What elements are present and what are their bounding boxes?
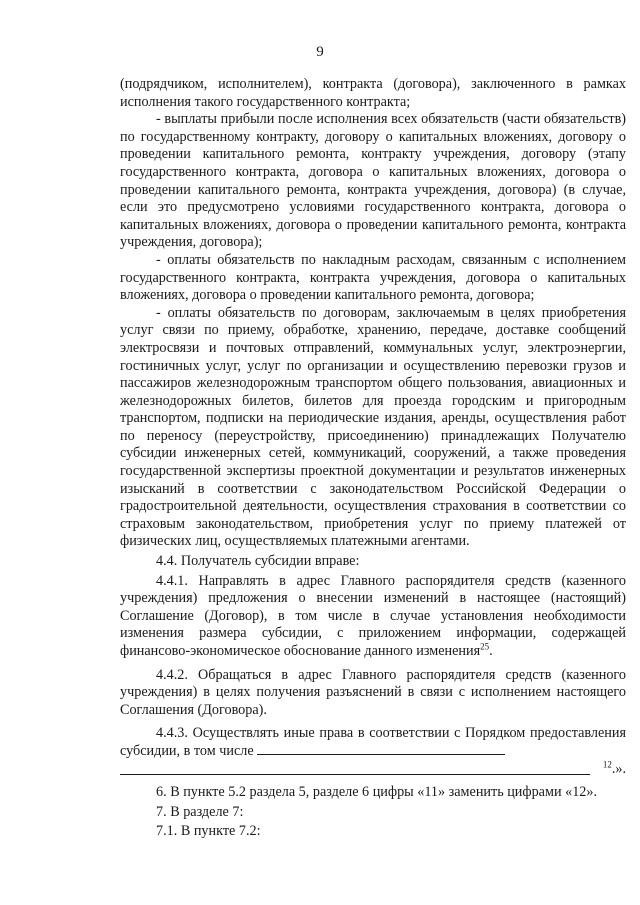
- paragraph-item-6: 6. В пункте 5.2 раздела 5, разделе 6 цифры «11» заменить цифрами «12».: [156, 784, 598, 801]
- footnote-tail: [602, 758, 626, 779]
- paragraph-4-4-1: [120, 573, 626, 661]
- paragraph-contract-continuation: (подрядчиком, исполнителем), контракта (договора), заключенного в рамках исполнения такого государственного контракта;: [120, 76, 626, 110]
- paragraph-4-4-2: 4.4.2. Обращаться в адрес Главного распорядителя средств (казенного учреждения) в целях получения разъяснений в связи с исполнением настоящего Соглашения (Договора).: [120, 666, 626, 718]
- paragraph-4-4-3: [120, 725, 626, 760]
- paragraph-4-4-3-text: 4.4.3. Осуществлять иные права в соответствии с Порядком предоставления субсидии, в том числе: [120, 725, 626, 759]
- paragraph-recipient-rights-heading: 4.4. Получатель субсидии вправе:: [156, 553, 360, 570]
- document-body: [120, 76, 626, 841]
- blank-fill-line-2: [120, 774, 590, 775]
- paragraph-4-4-1-text: 4.4.1. Направлять в адрес Главного распорядителя средств (казенного учреждения) предложения о внесении изменений в настоящее (настоящий) Соглашение (Договор), в том числе в случае установления необходимости изменения размера субсидии, с приложением информации, содержащей финансово-экономическое обоснование данного изменения: [120, 572, 626, 659]
- paragraph-profit-payment: - выплаты прибыли после исполнения всех обязательств (части обязательств) по государственному контракту, договору о капитальных вложениях, договору о проведении капитального ремонта, контракту учреждения, договору (этапу государственного контракта, договора о капитальных вложениях, договора о проведении капитального ремонта, контракта учреждения, договора) (в случае, если это предусмотрено условиями государственного контракта, договора о капитальных вложениях, договора о проведении капитального ремонта, контракта учреждения, договора);: [120, 111, 626, 251]
- closing-quote: .».: [611, 760, 626, 777]
- blank-fill-line: [257, 754, 505, 755]
- footnote-ref-25: 25: [480, 641, 490, 652]
- paragraph-item-7: 7. В разделе 7:: [156, 803, 244, 820]
- blank-fill-row: [120, 758, 626, 779]
- paragraph-4-4-1-end: .: [489, 643, 493, 659]
- footnote-ref-12: 12: [602, 758, 612, 769]
- paragraph-item-7-1: 7.1. В пункте 7.2:: [156, 823, 261, 840]
- paragraph-contracts-payment: - оплаты обязательств по договорам, заключаемым в целях приобретения услуг связи по приему, обработке, хранению, передаче, доставке сообщений электросвязи и почтовых отправлений, коммунальных услуг, электроэнергии, гостиничных услуг, услуг по организации и осуществлению перевозки грузов и пассажиров железнодорожным транспортом общего пользования, авиационных и железнодорожных билетов, билетов для проезда городским и пригородным транспортом, подписки на периодические издания, аренды, осуществления работ по переносу (переустройству, присоединению) принадлежащих Получателю субсидии инженерных сетей, коммуникаций, сооружений, а также проведения государственной экспертизы проектной документации и результатов инженерных изысканий в соответствии с законодательством Российской Федерации о градостроительной деятельности, осуществления страхования в соответствии со страховым законодательством, приобретения услуг по приему платежей от физических лиц, осуществляемых платежными агентами.: [120, 304, 626, 550]
- page-number: 9: [316, 44, 324, 60]
- paragraph-overhead-payment: - оплаты обязательств по накладным расходам, связанным с исполнением государственного контракта, контракта учреждения, договора о капитальных вложениях, договора о проведении капитального ремонта, договора;: [120, 251, 626, 304]
